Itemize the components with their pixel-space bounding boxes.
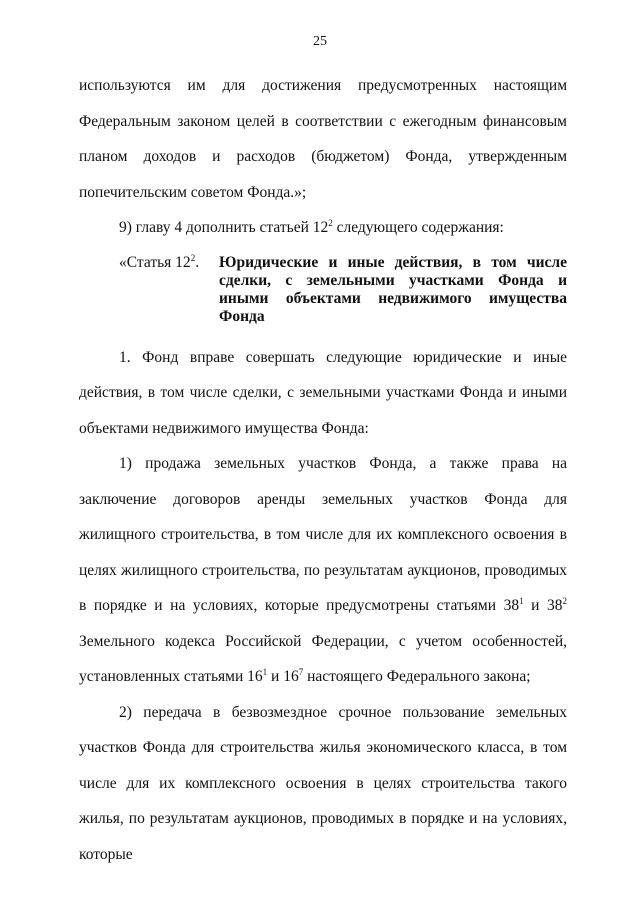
superscript: 1 bbox=[262, 666, 268, 677]
page-number: 25 bbox=[313, 34, 327, 49]
article-heading bbox=[79, 254, 567, 326]
subclause-text: Земельного кодекса Российской Федерации, с учетом особенностей, установленных статьями 16 bbox=[79, 632, 567, 685]
subclause-text: 1) продажа земельных участков Фонда, а также права на заключение договоров аренды земельных участков Фонда для жилищного строительства, в том числе для их комплексного освоения в целях жилищного строительства, по результатам аукционов, проводимых в порядке и на условиях, которые предусмотрены статьями 38 bbox=[79, 455, 567, 614]
article-label-dot: . bbox=[195, 253, 200, 271]
article-label bbox=[79, 254, 219, 326]
paragraph-budget: используются им для достижения предусмотренных настоящим Федеральным законом целей в соответствии с ежегодным финансовым планом доходов и расходов (бюджетом) Фонда, утвержденным попечительским советом Фонда.»; bbox=[79, 77, 567, 201]
article-title: Юридические и иные действия, в том числе сделки, с земельными участками Фонда и иными объектами недвижимого имущества Фонда bbox=[219, 253, 567, 325]
paragraph-subclause-1 bbox=[79, 446, 567, 695]
document-body bbox=[79, 68, 567, 872]
amendment-text-end: следующего содержания: bbox=[332, 219, 504, 236]
paragraph-clause-1: 1. Фонд вправе совершать следующие юридические и иные действия, в том числе сделки, с земельными участками Фонда и иными объектами недвижимого имущества Фонда: bbox=[79, 348, 567, 437]
superscript: 1 bbox=[519, 595, 524, 606]
paragraph-amendment-9 bbox=[79, 210, 567, 246]
subclause-text: настоящего Федерального закона; bbox=[303, 668, 531, 685]
superscript: 2 bbox=[562, 595, 568, 606]
superscript: 7 bbox=[298, 666, 304, 677]
article-label-text: «Статья 12 bbox=[119, 253, 191, 271]
subclause-text: и 16 bbox=[267, 668, 299, 685]
subclause-text: и 38 bbox=[523, 597, 563, 614]
superscript: 2 bbox=[328, 217, 333, 228]
paragraph-subclause-2: 2) передача в безвозмездное срочное пользование земельных участков Фонда для строительства жилья экономического класса, в том числе для их комплексного освоения в целях строительства такого жилья, по результатам аукционов, проводимых в порядке и на условиях, которые bbox=[79, 703, 567, 863]
article-label-superscript: 2 bbox=[190, 252, 196, 263]
amendment-text: 9) главу 4 дополнить статьей 12 bbox=[119, 219, 329, 236]
